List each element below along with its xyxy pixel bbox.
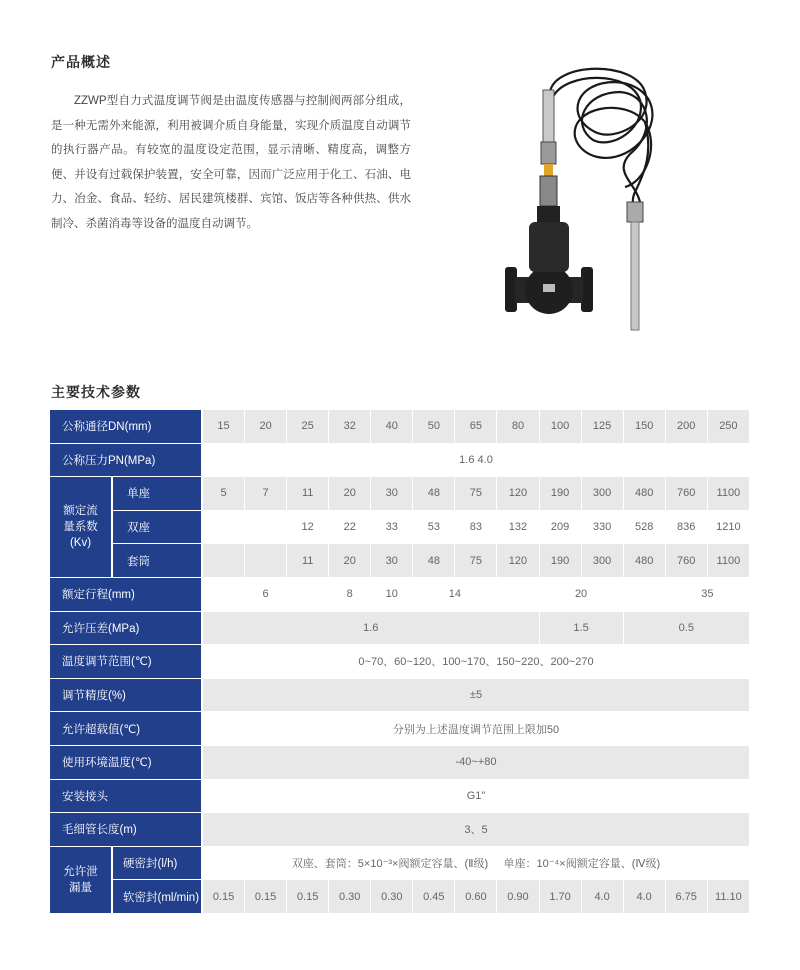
capillary-value: 3、5	[203, 813, 750, 847]
leakage-soft-value: 0.30	[329, 880, 371, 914]
leakage-hard-label: 硬密封(l/h)	[113, 847, 203, 881]
spec-row-leakage-hard	[50, 847, 750, 881]
kv-double-value: 53	[413, 511, 455, 545]
leakage-soft-value: 4.0	[624, 880, 666, 914]
kv-double-value: 528	[624, 511, 666, 545]
kv-sleeve-value: 300	[582, 544, 624, 578]
valve-product-image	[495, 62, 675, 332]
kv-single-value: 48	[413, 477, 455, 511]
spec-row-connector	[50, 780, 750, 814]
stroke-value: 8	[329, 578, 371, 612]
pressure-diff-label: 允许压差(MPa)	[50, 612, 203, 646]
kv-sleeve-label: 套筒	[113, 544, 203, 578]
leakage-soft-label: 软密封(ml/min)	[113, 880, 203, 914]
spec-row-kv-double	[50, 511, 750, 545]
kv-sleeve-value: 75	[455, 544, 497, 578]
pressure-diff-value: 1.5	[540, 612, 624, 646]
kv-single-value: 20	[329, 477, 371, 511]
dn-value: 32	[329, 410, 371, 444]
dn-value: 50	[413, 410, 455, 444]
ambient-value: -40~+80	[203, 746, 750, 780]
spec-row-temp-range	[50, 645, 750, 679]
kv-single-value: 5	[203, 477, 245, 511]
dn-value: 40	[371, 410, 413, 444]
temp-range-value: 0~70、60~120、100~170、150~220、200~270	[203, 645, 750, 679]
dn-value: 250	[708, 410, 750, 444]
dn-value: 65	[455, 410, 497, 444]
spec-row-ambient	[50, 746, 750, 780]
connector-value: G1"	[203, 780, 750, 814]
leakage-soft-value: 0.15	[287, 880, 329, 914]
spec-row-accuracy	[50, 679, 750, 713]
overview-title: 产品概述	[51, 54, 111, 70]
overview-paragraph: ZZWP型自力式温度调节阀是由温度传感器与控制阀两部分组成，是一种无需外来能源，利用被调介质自身能量，实现介质温度自动调节的执行器产品。有较宽的温度设定范围，显示清晰、精度高，调整方便、并设有过载保护装置，安全可靠，因而广泛应用于化工、石油、电力、冶金、食品、轻纺、居民建筑楼群、宾馆、饭店等各种供热、供水制冷、杀菌消毒等设备的温度自动调节。	[51, 95, 411, 230]
stroke-value: 6	[203, 578, 329, 612]
kv-sleeve-value: 30	[371, 544, 413, 578]
dn-value: 25	[287, 410, 329, 444]
pressure-diff-value: 1.6	[203, 612, 540, 646]
kv-single-value: 760	[666, 477, 708, 511]
kv-single-value: 11	[287, 477, 329, 511]
pn-label: 公称压力PN(MPa)	[50, 444, 203, 478]
kv-single-value: 300	[582, 477, 624, 511]
kv-sleeve-value: 190	[540, 544, 582, 578]
kv-single-value: 7	[245, 477, 287, 511]
leakage-soft-value: 1.70	[540, 880, 582, 914]
ambient-label: 使用环境温度(℃)	[50, 746, 203, 780]
dn-value: 20	[245, 410, 287, 444]
spec-row-pressure-diff	[50, 612, 750, 646]
accuracy-value: ±5	[203, 679, 750, 713]
stroke-label: 额定行程(mm)	[50, 578, 203, 612]
kv-double-value: 33	[371, 511, 413, 545]
dn-value: 80	[497, 410, 539, 444]
capillary-label: 毛细管长度(m)	[50, 813, 203, 847]
stroke-value: 10	[371, 578, 413, 612]
kv-double-value: 330	[582, 511, 624, 545]
kv-double-value: 132	[497, 511, 539, 545]
dn-label: 公称通径DN(mm)	[50, 410, 203, 444]
kv-double-value: 1210	[708, 511, 750, 545]
spec-title: 主要技术参数	[51, 384, 141, 400]
spec-row-stroke	[50, 578, 750, 612]
temp-range-label: 温度调节范围(℃)	[50, 645, 203, 679]
leakage-soft-value: 0.60	[455, 880, 497, 914]
leakage-soft-value: 4.0	[582, 880, 624, 914]
overload-value: 分别为上述温度调节范围上限加50	[203, 712, 750, 746]
kv-single-value: 190	[540, 477, 582, 511]
stroke-value: 35	[666, 578, 750, 612]
kv-double-value: 22	[329, 511, 371, 545]
leakage-soft-value: 0.90	[497, 880, 539, 914]
leakage-soft-value: 0.30	[371, 880, 413, 914]
spec-row-overload	[50, 712, 750, 746]
stroke-value: 20	[497, 578, 665, 612]
kv-sleeve-value: 760	[666, 544, 708, 578]
kv-single-label: 单座	[113, 477, 203, 511]
kv-double-value: 836	[666, 511, 708, 545]
kv-sleeve-value: 20	[329, 544, 371, 578]
leakage-soft-value: 0.45	[413, 880, 455, 914]
dn-value: 150	[624, 410, 666, 444]
kv-single-value: 1100	[708, 477, 750, 511]
leakage-soft-value: 0.15	[245, 880, 287, 914]
accuracy-label: 调节精度(%)	[50, 679, 203, 713]
overload-label: 允许超载值(℃)	[50, 712, 203, 746]
leakage-soft-value: 11.10	[708, 880, 750, 914]
kv-label	[50, 477, 113, 578]
kv-double-value: 12	[287, 511, 329, 545]
pressure-diff-value: 0.5	[624, 612, 750, 646]
kv-sleeve-value: 11	[287, 544, 329, 578]
kv-sleeve-value	[245, 544, 287, 578]
leakage-soft-value: 6.75	[666, 880, 708, 914]
kv-sleeve-value	[203, 544, 245, 578]
kv-double-value: 83	[455, 511, 497, 545]
leakage-label	[50, 847, 113, 914]
kv-double-value	[245, 511, 287, 545]
dn-value: 100	[540, 410, 582, 444]
kv-double-label: 双座	[113, 511, 203, 545]
dn-value: 15	[203, 410, 245, 444]
kv-single-value: 480	[624, 477, 666, 511]
stroke-value: 14	[413, 578, 497, 612]
kv-single-value: 75	[455, 477, 497, 511]
kv-sleeve-value: 48	[413, 544, 455, 578]
spec-table	[50, 410, 750, 914]
kv-double-value: 209	[540, 511, 582, 545]
kv-sleeve-value: 120	[497, 544, 539, 578]
spec-row-dn	[50, 410, 750, 444]
dn-value: 200	[666, 410, 708, 444]
leakage-hard-value: 双座、套筒：5×10⁻³×阀额定容量、(Ⅱ级) 单座：10⁻⁴×阀额定容量、(Ⅳ级)	[203, 847, 750, 881]
kv-single-value: 30	[371, 477, 413, 511]
kv-sleeve-value: 480	[624, 544, 666, 578]
pn-value: 1.6 4.0	[203, 444, 750, 478]
kv-label-text: 额定流量系数(Kv)	[63, 505, 98, 550]
kv-single-value: 120	[497, 477, 539, 511]
leakage-label-text: 允许泄漏量	[63, 865, 98, 894]
spec-row-leakage-soft	[50, 880, 750, 914]
connector-label: 安装接头	[50, 780, 203, 814]
kv-double-value	[203, 511, 245, 545]
dn-value: 125	[582, 410, 624, 444]
spec-row-capillary	[50, 813, 750, 847]
spec-row-kv-sleeve	[50, 544, 750, 578]
leakage-soft-value: 0.15	[203, 880, 245, 914]
spec-row-pn	[50, 444, 750, 478]
kv-sleeve-value: 1100	[708, 544, 750, 578]
spec-row-kv-single	[50, 477, 750, 511]
